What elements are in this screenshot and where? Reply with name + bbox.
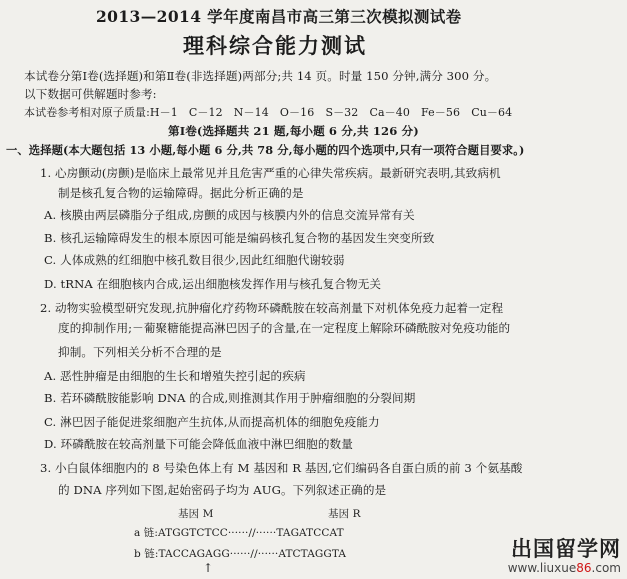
q2-option-b: B. 若环磷酰胺能影响 DNA 的合成,则推测其作用于肿瘤细胞的分裂间期 <box>44 391 416 405</box>
section-heading: 第Ⅰ卷(选择题共 21 题,每小题 6 分,共 126 分) <box>168 124 419 138</box>
q1-option-c: C. 人体成熟的红细胞中核孔数目很少,因此红细胞代谢较弱 <box>44 253 345 267</box>
watermark-url-suffix: .com <box>591 561 621 575</box>
watermark-title: 出国留学网 <box>511 537 621 561</box>
section-instruction: 一、选择题(本大题包括 13 小题,每小题 6 分,共 78 分,每小题的四个选项中,只有一项符合题目要求。) <box>6 143 525 157</box>
q1-option-d: D. tRNA 在细胞核内合成,运出细胞核发挥作用与核孔复合物无关 <box>44 277 382 291</box>
q1-stem-line-2: 制是核孔复合物的运输障碍。据此分析正确的是 <box>58 186 304 200</box>
q3-stem-line-1: 3. 小白鼠体细胞内的 8 号染色体上有 M 基因和 R 基因,它们编码各自蛋白质的前 3 个氨基酸 <box>40 461 523 475</box>
q2-option-c: C. 淋巴因子能促进浆细胞产生抗体,从而提高机体的细胞免疫能力 <box>44 415 380 429</box>
watermark-url-prefix: www.liuxue <box>507 561 577 575</box>
intro-line-3: 本试卷参考相对原子质量:H－1 C－12 N－14 O－16 S－32 Ca－40 Fe－56 Cu－64 <box>24 106 513 119</box>
dna-strand-b: b 链:TACCAGAGG······//······ATCTAGGTA <box>134 548 347 560</box>
q2-option-a: A. 恶性肿瘤是由细胞的生长和增殖失控引起的疾病 <box>44 369 306 383</box>
dna-strand-a: a 链:ATGGTCTCC······//······TAGATCCAT <box>134 527 344 539</box>
q2-stem-line-3: 抑制。下列相关分析不合理的是 <box>58 345 222 359</box>
arrow-up-icon: ↑ <box>203 561 214 575</box>
watermark-url <box>508 561 621 575</box>
gene-m-label: 基因 M <box>178 508 214 520</box>
site-watermark <box>508 537 621 575</box>
q1-stem-line-1: 1. 心房颤动(房颤)是临床上最常见并且危害严重的心律失常疾病。最新研究表明,其致病机 <box>40 166 501 180</box>
exam-subtitle: 理科综合能力测试 <box>183 33 367 58</box>
q3-stem-line-2: 的 DNA 序列如下图,起始密码子均为 AUG。下列叙述正确的是 <box>58 483 387 497</box>
exam-title: 2013—2014 学年度南昌市高三第三次模拟测试卷 <box>96 7 462 26</box>
intro-line-1: 本试卷分第Ⅰ卷(选择题)和第Ⅱ卷(非选择题)两部分;共 14 页。时量 150 分钟,满分 300 分。 <box>24 69 497 83</box>
watermark-url-number: 86 <box>576 561 592 575</box>
q2-option-d: D. 环磷酰胺在较高剂量下可能会降低血液中淋巴细胞的数量 <box>44 437 353 451</box>
q1-option-a: A. 核膜由两层磷脂分子组成,房颤的成因与核膜内外的信息交流异常有关 <box>44 208 415 222</box>
q2-stem-line-2: 度的抑制作用;－葡聚糖能提高淋巴因子的含量,在一定程度上解除环磷酰胺对免疫功能的 <box>58 321 511 335</box>
intro-line-2: 以下数据可供解题时参考: <box>24 87 157 101</box>
q2-stem-line-1: 2. 动物实验模型研究发现,抗肿瘤化疗药物环磷酰胺在较高剂量下对机体免疫力起着一定程 <box>40 301 504 315</box>
q1-option-b: B. 核孔运输障碍发生的根本原因可能是编码核孔复合物的基因发生突变所致 <box>44 231 435 245</box>
gene-r-label: 基因 R <box>328 508 361 520</box>
